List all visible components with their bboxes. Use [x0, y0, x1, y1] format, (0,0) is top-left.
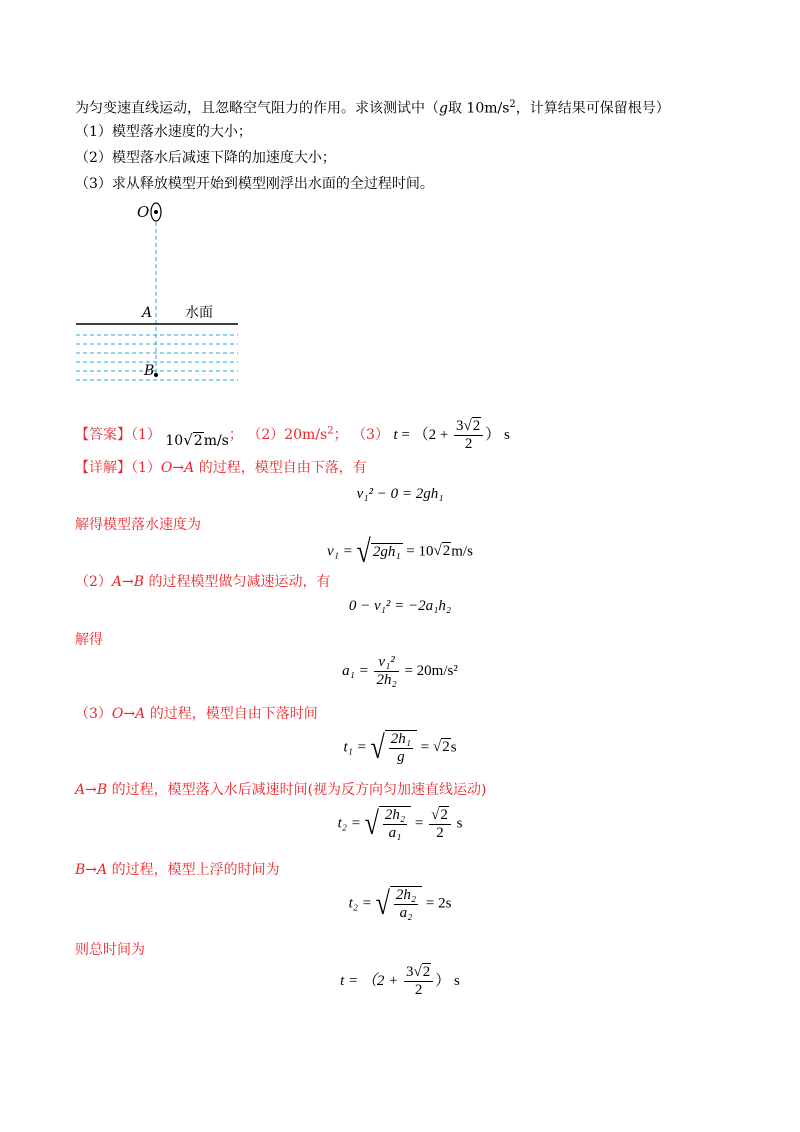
- equation-7: t₂ = √ $\frac{\text{2h₂}}{\text{a₂}}$ = 2s: [348, 885, 452, 922]
- detail-step-2: 解得模型落水速度为: [75, 517, 201, 533]
- detail-step-3: （2）A→B 的过程模型做匀减速运动，有: [75, 574, 331, 590]
- point-b-dot: [154, 373, 158, 377]
- problem-intro: 为匀变速直线运动，且忽略空气阻力的作用。求该测试中（g取 $10m/s^2$，计算结果可保留根号）: [75, 99, 670, 117]
- answer-line: 【答案】（1） 10√2m/s； $(2)20m/s^2$； （3） t = （2 + $\frac{3√2}{2}$ ） s: [75, 418, 510, 452]
- equation-5: t₁ = √ $\frac{\text{2h₁}}{g}$ = √2s: [343, 729, 457, 766]
- equation-2: v₁ = √ 2gh₁ = 10√2m/s: [327, 533, 473, 570]
- detail-step-7: B→A 的过程，模型上浮的时间为: [75, 862, 280, 878]
- equation-8: t = （2 + $\frac{3√2}{2}$ ） s: [340, 964, 460, 998]
- question-3: （3）求从释放模型开始到模型刚浮出水面的全过程时间。: [75, 176, 434, 192]
- equation-4: a₁ = $\frac{\text{v₁²}}{\text{2h₂}}$ = 20m/s²: [342, 654, 458, 688]
- equation-6: t₂ = √ $\frac{\text{2h₂}}{\text{a₁}}$ = $\frac{√2}{2}$ s: [337, 805, 463, 842]
- detail-step-1: 【详解】（1）O→A 的过程，模型自由下落，有: [75, 460, 367, 476]
- label-b: B: [144, 363, 155, 379]
- detail-step-5: （3）O→A 的过程，模型自由下落时间: [75, 706, 318, 722]
- diagram-svg: [70, 195, 250, 395]
- equation-1: v₁² − 0 = 2gh₁: [356, 486, 444, 502]
- physics-diagram: [70, 195, 250, 395]
- answer-3-value: t = （2 + $\frac{3√2}{2}$ ） s: [393, 418, 510, 452]
- question-2: （2）模型落水后减速下降的加速度大小；: [75, 150, 336, 166]
- detail-step-8: 则总时间为: [75, 942, 145, 958]
- equation-3: 0 − v₁² = −2a₁h₂: [348, 598, 452, 614]
- label-o: O: [137, 203, 150, 221]
- detail-step-6: A→B 的过程，模型落入水后减速时间(视为反方向匀加速直线运动): [75, 782, 487, 798]
- question-1: （1）模型落水速度的大小；: [75, 124, 252, 140]
- label-a: A: [142, 305, 153, 321]
- detail-step-4: 解得: [75, 632, 103, 648]
- point-o-dot: [154, 210, 158, 214]
- water-surface-label: 水面: [185, 305, 213, 321]
- answer-1-value: 10√2m/s: [165, 430, 229, 449]
